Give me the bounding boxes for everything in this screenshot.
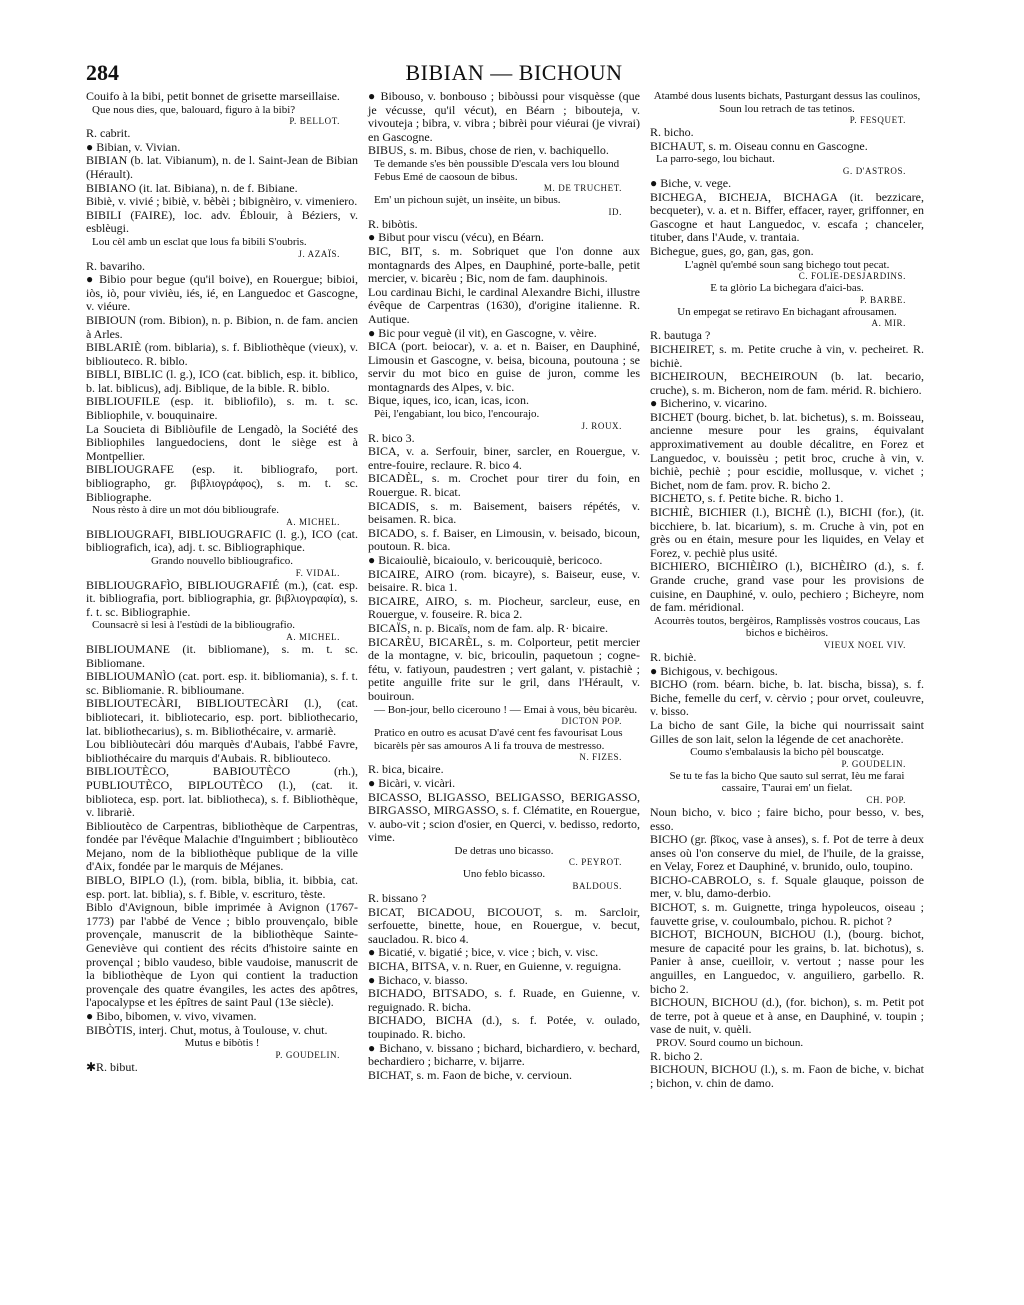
quotation-author: P. BELLOT. [289,116,340,127]
entry-paragraph: BICHAT, s. m. Faon de biche, v. cervioun. [368,1067,572,1082]
entry-paragraph: BICHO (gr. βῖκος, vase à anses), s. f. Pot de terre à deux anses où l'on conserve du miel, de l'huile, de la graisse, en Velay, Forez et Dauphiné, v. brunido, oulo, toupino. [650,832,924,874]
etymology-ref: R. bissano ? [368,891,427,906]
entry-paragraph: BICA, v. a. Serfouir, biner, sarcler, en Rouergue, v. entre-fouire, reclaure. R. bico 4. [368,444,640,472]
entry-paragraph: BIC, BIT, s. m. Sobriquet que l'on donne aux montagnards des Alpes, en Dauphiné, porte-balle, petit mercier, v. bicarèu ; Bic, nom de fam. dauphinois. [368,243,640,286]
entry-paragraph: BICARÈU, BICARÈL, s. m. Colporteur, petit mercier de la montagne, v. bic, bricoulin, paquetoun ; cogne-fétu, v. fatiyoun, paudestren ; vert galant, v. pistachiè ; petite anguille frite sur le gril, dans l'Hérault, v. bouiroun. [368,634,640,703]
quotation-author: A. MICHEL. [286,516,340,527]
entry-paragraph: Biblioutèco de Carpentras, bibliothèque de Carpentras, fondée par l'évêque Malachie d'Inguimbert ; biblioutèco Mejano, nom de la bibliothèque publique de la ville d'Aix, fondée par le marquis de Méjanes. [86,818,358,874]
column-left [86,90,358,1074]
entry-paragraph: BICHO (rom. béarn. biche, b. lat. bischa, bissa), s. f. Biche, femelle du cerf, v. cèrvio ; pour orvet, couleuvre, v. bisso. [650,677,924,719]
quotation: Acourrès toutos, bergèiros, Ramplissès vostros coucaus, Las bichos e bichèiros. [654,614,920,640]
entry-paragraph: Lou cardinau Bichi, le cardinal Alexandre Bichi, illustre évêque de Carpentras (1630), d'origine italienne. R. Autique. [368,284,640,326]
entry-paragraph: BIBLIOUGRAFE (esp. it. bibliografo, port. bibliographo, gr. βιβλιογράφος), s. m. t. sc. Bibliographe. [86,462,358,504]
entry-paragraph: BIBIAN (b. lat. Vibianum), n. de l. Saint-Jean de Bibian (Hérault). [86,153,358,181]
entry-paragraph: BICHEGA, BICHEJA, BICHAGA (it. bezzicare, becqueter), v. a. et n. Biffer, effacer, rayer, griffonner, en Gascogne et haut Languedoc, v. escafa ; chanceler, tituber, dans l'Aude, v. trantaia. [650,189,924,245]
quotation-author: C. PEYROT. [568,857,622,868]
entry-paragraph: BIBLIOUFILE (esp. it. bibliofilo), s. m. t. sc. Bibliophile, v. bouquinaire. [86,394,358,423]
running-head: BIBIAN — BICHOUN [405,60,623,85]
quotation: Un empegat se retiravo En bichagant afrousamen. [677,305,897,318]
etymology-ref: R. bicho 2. [650,1048,703,1063]
entry-paragraph: Bique, iques, ico, ican, icas, icon. [368,393,529,408]
entry-paragraph: La Soucieta di Bibliòufile de Lengadò, la Société des Bibliophiles languedociens, dont le siège est à Montpellier. [86,421,358,463]
entry-paragraph: Couifo à la bibi, petit bonnet de grisette marseillaise. [86,89,340,103]
entry-paragraph: BICHADO, BITSADO, s. f. Ruade, en Guienne, v. reguignado. R. bicha. [368,986,640,1014]
quotation: Em' un pichoun sujèt, un insèite, un bibus. [374,194,561,207]
entry-paragraph: BIBIOUN (rom. Bibion), n. p. Bibion, n. de fam. ancien à Arles. [86,312,358,341]
quotation-author: VIEUX NOEL VIV. [823,639,906,650]
entry-paragraph: Noun bicho, v. bico ; faire bicho, pour besso, v. bes, esso. [650,804,924,833]
entry-paragraph: BIBLIOUMANÌO (cat. port. esp. it. bibliomania), s. f. t. sc. Bibliomanie. R. biblioumane. [86,669,358,697]
entry-paragraph: ● Bichaco, v. biasso. [368,972,468,987]
etymology-ref: R. bica, bicaire. [368,762,444,777]
etymology-ref: ✱R. bibut. [86,1059,138,1074]
quotation-author: DICTON POP. [561,716,622,727]
entry-paragraph: ● Bibio pour begue (qu'il boive), en Rouergue; bibioi, iòs, iò, pour vivièu, iés, ié, en Languedoc et Gascogne, v. viéure. [86,272,358,314]
entry-paragraph: ● Bibian, v. Vivian. [86,139,181,154]
entry-paragraph: ● Bibo, bibomen, v. vivo, vivamen. [86,1009,257,1023]
entry-paragraph: ● Bicaiouliè, bicaioulo, v. bericouquiè, bericoco. [368,553,603,567]
entry-paragraph: BICHIERO, BICHIÈIRO (l.), BICHÈIRO (d.), s. f. Grande cruche, grand vase pour les provisions de cuisine, en Dauphiné, v. oulo, pechiero ; Bicheyre, nom de fam. méridional. [650,559,924,615]
entry-paragraph: BIBLIOUGRAFÌO, BIBLIOUGRAFIÉ (m.), (cat. esp. it. bibliografia, port. bibliographia, gr. βιβλιογραφία), s. f. t. sc. Bibliographie. [86,577,358,619]
entry-paragraph: BIBLI, BIBLIC (l. g.), ICO (cat. biblich, esp. it. biblico, b. lat. biblicus), adj. Biblique, de la bible. R. biblo. [86,367,358,395]
quotation: Se tu te fas la bicho Que sauto sul serrat, Ièu me farai cassaire, T'aurai em' un fielat. [669,769,905,795]
entry-paragraph: ● Bicherino, v. vicarino. [650,396,768,411]
quotation-author: P. BARBE. [859,294,906,305]
entry-paragraph: BICAIRE, AIRO (rom. bicayre), s. Baiseur, euse, v. beisaire. R. bica 1. [368,566,640,595]
entry-paragraph: BICHOT, BICHOUN, BICHOU (l.), (bourg. bichot, mesure de capacité pour les grains, b. lat. bichotus), s. Panier à anse, cueilloir, v. vertout ; nasse pour les anguilles, en Languedoc, v. anguiliero, garbello. R. bicho 2. [650,927,924,996]
quotation: Lou cèl amb un esclat que lous fa bibili S'oubris. [92,235,307,248]
quotation-author: J. ROUX. [581,420,622,431]
entry-paragraph: BICHAUT, s. m. Oiseau connu en Gascogne. [650,138,868,153]
entry-paragraph: BICHADO, BICHA (d.), s. f. Potée, v. oulado, toupinado. R. bicho. [368,1013,640,1041]
quotation: Grando nouvello bibliougrafico. [150,555,294,567]
etymology-ref: R. bico 3. [368,430,415,445]
entry-paragraph: BIBLIOUGRAFI, BIBLIOUGRAFIC (l. g.), ICO (cat. bibliografich, ica), adj. t. sc. Bibliographique. [86,526,358,555]
quotation: Counsacrè si lesi à l'estùdi de la bibliougrafio. [92,619,295,632]
page-header [86,60,942,90]
entry-paragraph: BICHOUN, BICHOU (d.), (for. bichon), s. m. Petit pot de terre, pot à queue et à anse, en Dauphiné, v. toupin ; vase de nuit, v. quèli. [650,995,924,1037]
column-middle [368,90,640,1082]
quotation: Te demande s'es bèn poussible D'escala vers lou blound Febus Emé de caosoun de bibus. [374,157,620,183]
quotation-author: ID. [608,206,622,217]
entry-paragraph: BICAÏS, n. p. Bicaïs, nom de fam. alp. R· bicaire. [368,620,608,635]
quotation-author: A. MICHEL. [286,631,340,642]
quotation-author: CH. POP. [866,794,906,805]
quotation-author: A. MIR. [871,318,906,329]
quotation: E ta glòrio La bichegara d'aici-bas. [710,282,864,295]
entry-paragraph: BICHOT, s. m. Guignette, tringa hypoleucos, oiseau ; fauvette grise, v. couloumbalo, pichou. R. pichot ? [650,900,924,928]
quotation-author: N. FIZES. [579,752,622,763]
quotation-author: BALDOUS. [572,881,622,892]
entry-paragraph: BICASSO, BLIGASSO, BELIGASSO, BERIGASSO, BIRGASSO, MIRGASSO, s. f. Clématite, en Rouergue, v. aubo-vit ; scion d'osier, en Querci, v. bedisso, redorto, vime. [368,789,640,845]
entry-paragraph: BIBÒTIS, interj. Chut, motus, à Toulouse, v. chut. [86,1022,328,1037]
entry-paragraph: BICHEIROUN, BECHEIROUN (b. lat. becario, cruche), s. m. Bicheron, nom de fam. mérid. R. bichiero. [650,369,924,397]
entry-paragraph: ● Bicàri, v. vicàri. [368,775,456,790]
quotation: Pratico en outro es acusat D'avé cent fes favourisat Lous bicarèls pèr sas amouros A li fa trouva de mestresso. [374,727,623,752]
quotation-author: F. VIDAL. [295,567,340,578]
quotation: De detras uno bicasso. [454,844,554,857]
quotation: Uno feblo bicasso. [462,868,546,881]
entry-paragraph: BIBLO, BIPLO (l.), (rom. bibla, biblia, it. bibbia, cat. esp. port. lat. biblia), s. f. Bible, v. escrituro, tèste. [86,873,358,901]
entry-paragraph: ● Biche, v. vege. [650,175,732,190]
column-right [650,90,924,1090]
entry-paragraph: ● Bibouso, v. bonbouso ; bibòussi pour visquèsse (que je vécusse, qu'il vécut), en Béarn ; bibouteja, v. vivouteja ; bibra, v. vibra ; bibrèi pour viéurai (je vivrai) en Gascogne. [368,89,640,144]
entry-paragraph: BICA (port. beiocar), v. a. et n. Baiser, en Dauphiné, Limousin et Gascogne, v. beisa, bicouna, poutouna ; se servir du mot bico en guise de juron, comme les montagnards des Alpes, v. bic. [368,339,640,394]
quotation-author: C. FOLIE-DESJARDINS. [798,271,906,282]
etymology-ref: R. bautuga ? [650,328,711,343]
quotation: Atambé dous lusents bichats, Pasturgant dessus las coulinos, Soun lou retrach de tas tetinos. [653,90,921,115]
entry-paragraph: ● Bicatié, v. bigatié ; bice, v. vice ; bich, v. visc. [368,945,599,960]
entry-paragraph: ● Bibut pour viscu (vécu), en Béarn. [368,230,544,245]
entry-paragraph: Lou bibliòutecàri dóu marquès d'Aubais, l'abbé Favre, bibliothécaire du marquis d'Aubais. R. bibliouteco. [86,737,358,765]
etymology-ref: R. bichiè. [650,649,697,664]
entry-paragraph: BIBUS, s. m. Bibus, chose de rien, v. bachiquello. [368,143,609,158]
quotation-author: M. DE TRUCHET. [543,183,622,194]
quotation: Pèi, l'engabiant, lou bico, l'encourajo. [374,408,540,421]
entry-paragraph: BIBILI (FAIRE), loc. adv. Éblouir, à Béziers, v. esblèugi. [86,207,358,236]
quotation-author: J. AZAÏS. [298,248,340,259]
entry-paragraph: Bibiè, v. vivié ; bibiè, v. bèbèi ; bibignèiro, v. vimeniero. [86,194,358,209]
quotation: La parro-sego, lou bichaut. [656,153,775,166]
etymology-ref: R. bicho. [650,125,694,140]
entry-paragraph: BIBLIOUTECÀRI, BIBLIOUTECÀRI (l.), (cat. bibliotecari, it. bibliotecario, esp. port. bibliothecario, lat. bibliothecarius), s. m. Bibliothécaire, v. armariè. [86,696,358,738]
entry-paragraph: ● Bichano, v. bissano ; bichard, bichardiero, v. bechard, bechardiero ; bicharre, v. bijarre. [368,1040,640,1069]
quotation-author: P. GOUDELIN. [275,1049,340,1060]
entry-paragraph: ● Bichigous, v. bechigous. [650,663,778,678]
entry-paragraph: BICAIRE, AIRO, s. m. Piocheur, sarcleur, euse, en Rouergue, v. fouseire. R. bica 2. [368,593,640,622]
quotation: PROV. Sourd coumo un bichoun. [656,1037,804,1049]
entry-paragraph: BICADÈL, s. m. Crochet pour tirer du foin, en Rouergue. R. bicat. [368,471,640,500]
quotation: — Bon-jour, bello cicerouno ! — Emai à vous, bèu bicarèu. [374,703,638,716]
entry-paragraph: BICHIÈ, BICHIER (l.), BICHÈ (l.), BICHI (for.), (it. bicchiere, b. lat. bicarium), s. m. Cruche à vin, pot en grès ou en étain, mesure pour les liquides, en Velay et Forez, v. pechiè plus usité. [650,505,924,560]
entry-paragraph: BICHET (bourg. bichet, b. lat. bichetus), s. m. Boisseau, ancienne mesure pour les grains, équivalant approximativement au double décalitre, en Forez et Languedoc, v. bouissèu ; petit broc, cruche à vin, v. bichiè, pechiè ; pour escidie, mollusque, v. vichet ; Bichet, nom de fam. prov. R. bicho 2. [650,409,924,492]
quotation-author: P. FESQUET. [849,115,906,126]
quotation: L'agnèl qu'embé soun sang bichego tout pecat. [684,258,890,271]
entry-paragraph: BICHO-CABROLO, s. f. Squale glauque, poisson de mer, v. blu, damo-derbio. [650,872,924,901]
etymology-ref: R. bavariho. [86,258,145,273]
entry-paragraph: BIBLIOUMANE (it. bibliomane), s. m. t. sc. Bibliomane. [86,641,358,670]
entry-paragraph: BICAT, BICADOU, BICOUOT, s. m. Sarcloir, serfouette, binette, houe, en Rouergue, v. becut, saucladou. R. bico 4. [368,904,640,946]
entry-paragraph: BIBIANO (it. lat. Bibiana), n. de f. Bibiane. [86,180,298,195]
quotation: Coumo s'embalausis la bicho pèl bouscatge. [690,746,884,759]
quotation-author: G. D'ASTROS. [842,165,906,176]
entry-paragraph: ● Bic pour veguè (il vit), en Gascogne, v. vèire. [368,325,597,340]
quotation: Nous rèsto à dire un mot dóu bibliougrafe. [92,504,279,517]
entry-paragraph: BICHA, BITSA, v. n. Ruer, en Guienne, v. reguigna. [368,959,622,974]
entry-paragraph: BIBLIOUTÈCO, BABIOUTÈCO (rh.), PUBLIOUTÈCO, BIPLOUTÈCO (l.), (cat. it. biblioteca, esp. port. lat. bibliotheca), s. f. Bibliothèque, v. librariè. [86,764,358,820]
entry-paragraph: Biblo d'Avignoun, bible imprimée à Avignon (1767-1773) par l'abbé de Vence ; biblo prouvençalo, bible provençale, manuscrit de la bibliothèque Sainte-Geneviève qui contient des récits d'histoire sainte en provençal ; biblo vaudeso, bible vaudoise, manuscrit de la bibliothèque de Lyon qui contient la traduction provençale des quatre évangiles, les actes des apôtres, l'apocalypse et les épîtres de saint Paul (13e siècle). [86,900,358,1010]
quotation-author: P. GOUDELIN. [841,758,906,769]
etymology-ref: R. cabrit. [86,126,131,141]
entry-paragraph: BICHOUN, BICHOU (l.), s. m. Faon de biche, v. bichat ; bichon, v. chin de damo. [650,1062,924,1090]
entry-paragraph: BICHETO, s. f. Petite biche. R. bicho 1. [650,491,844,506]
entry-paragraph: Bichegue, gues, go, gan, gas, gon. [650,243,814,258]
entry-paragraph: BICADO, s. f. Baiser, en Limousin, v. beisado, bicoun, poutoun. R. bica. [368,525,640,554]
entry-paragraph: BICHEIRET, s. m. Petite cruche à vin, v. pecheiret. R. bichiè. [650,341,924,370]
entry-paragraph: BICADIS, s. m. Baisement, baisers répétés, v. beisamen. R. bica. [368,498,640,527]
etymology-ref: R. bibòtis. [368,216,418,231]
page-number: 284 [86,60,119,85]
entry-paragraph: BIBLARIÈ (rom. biblaria), s. f. Bibliothèque (vieux), v. bibliouteco. R. biblo. [86,340,358,368]
entry-paragraph: La bicho de sant Gile, la biche qui nourrissait saint Gilles de son lait, selon la légende de cet anachorète. [650,717,924,746]
quotation: Que nous dies, que, balouard, figuro à la bibi? [92,103,296,116]
quotation: Mutus e bibòtis ! [184,1037,260,1050]
